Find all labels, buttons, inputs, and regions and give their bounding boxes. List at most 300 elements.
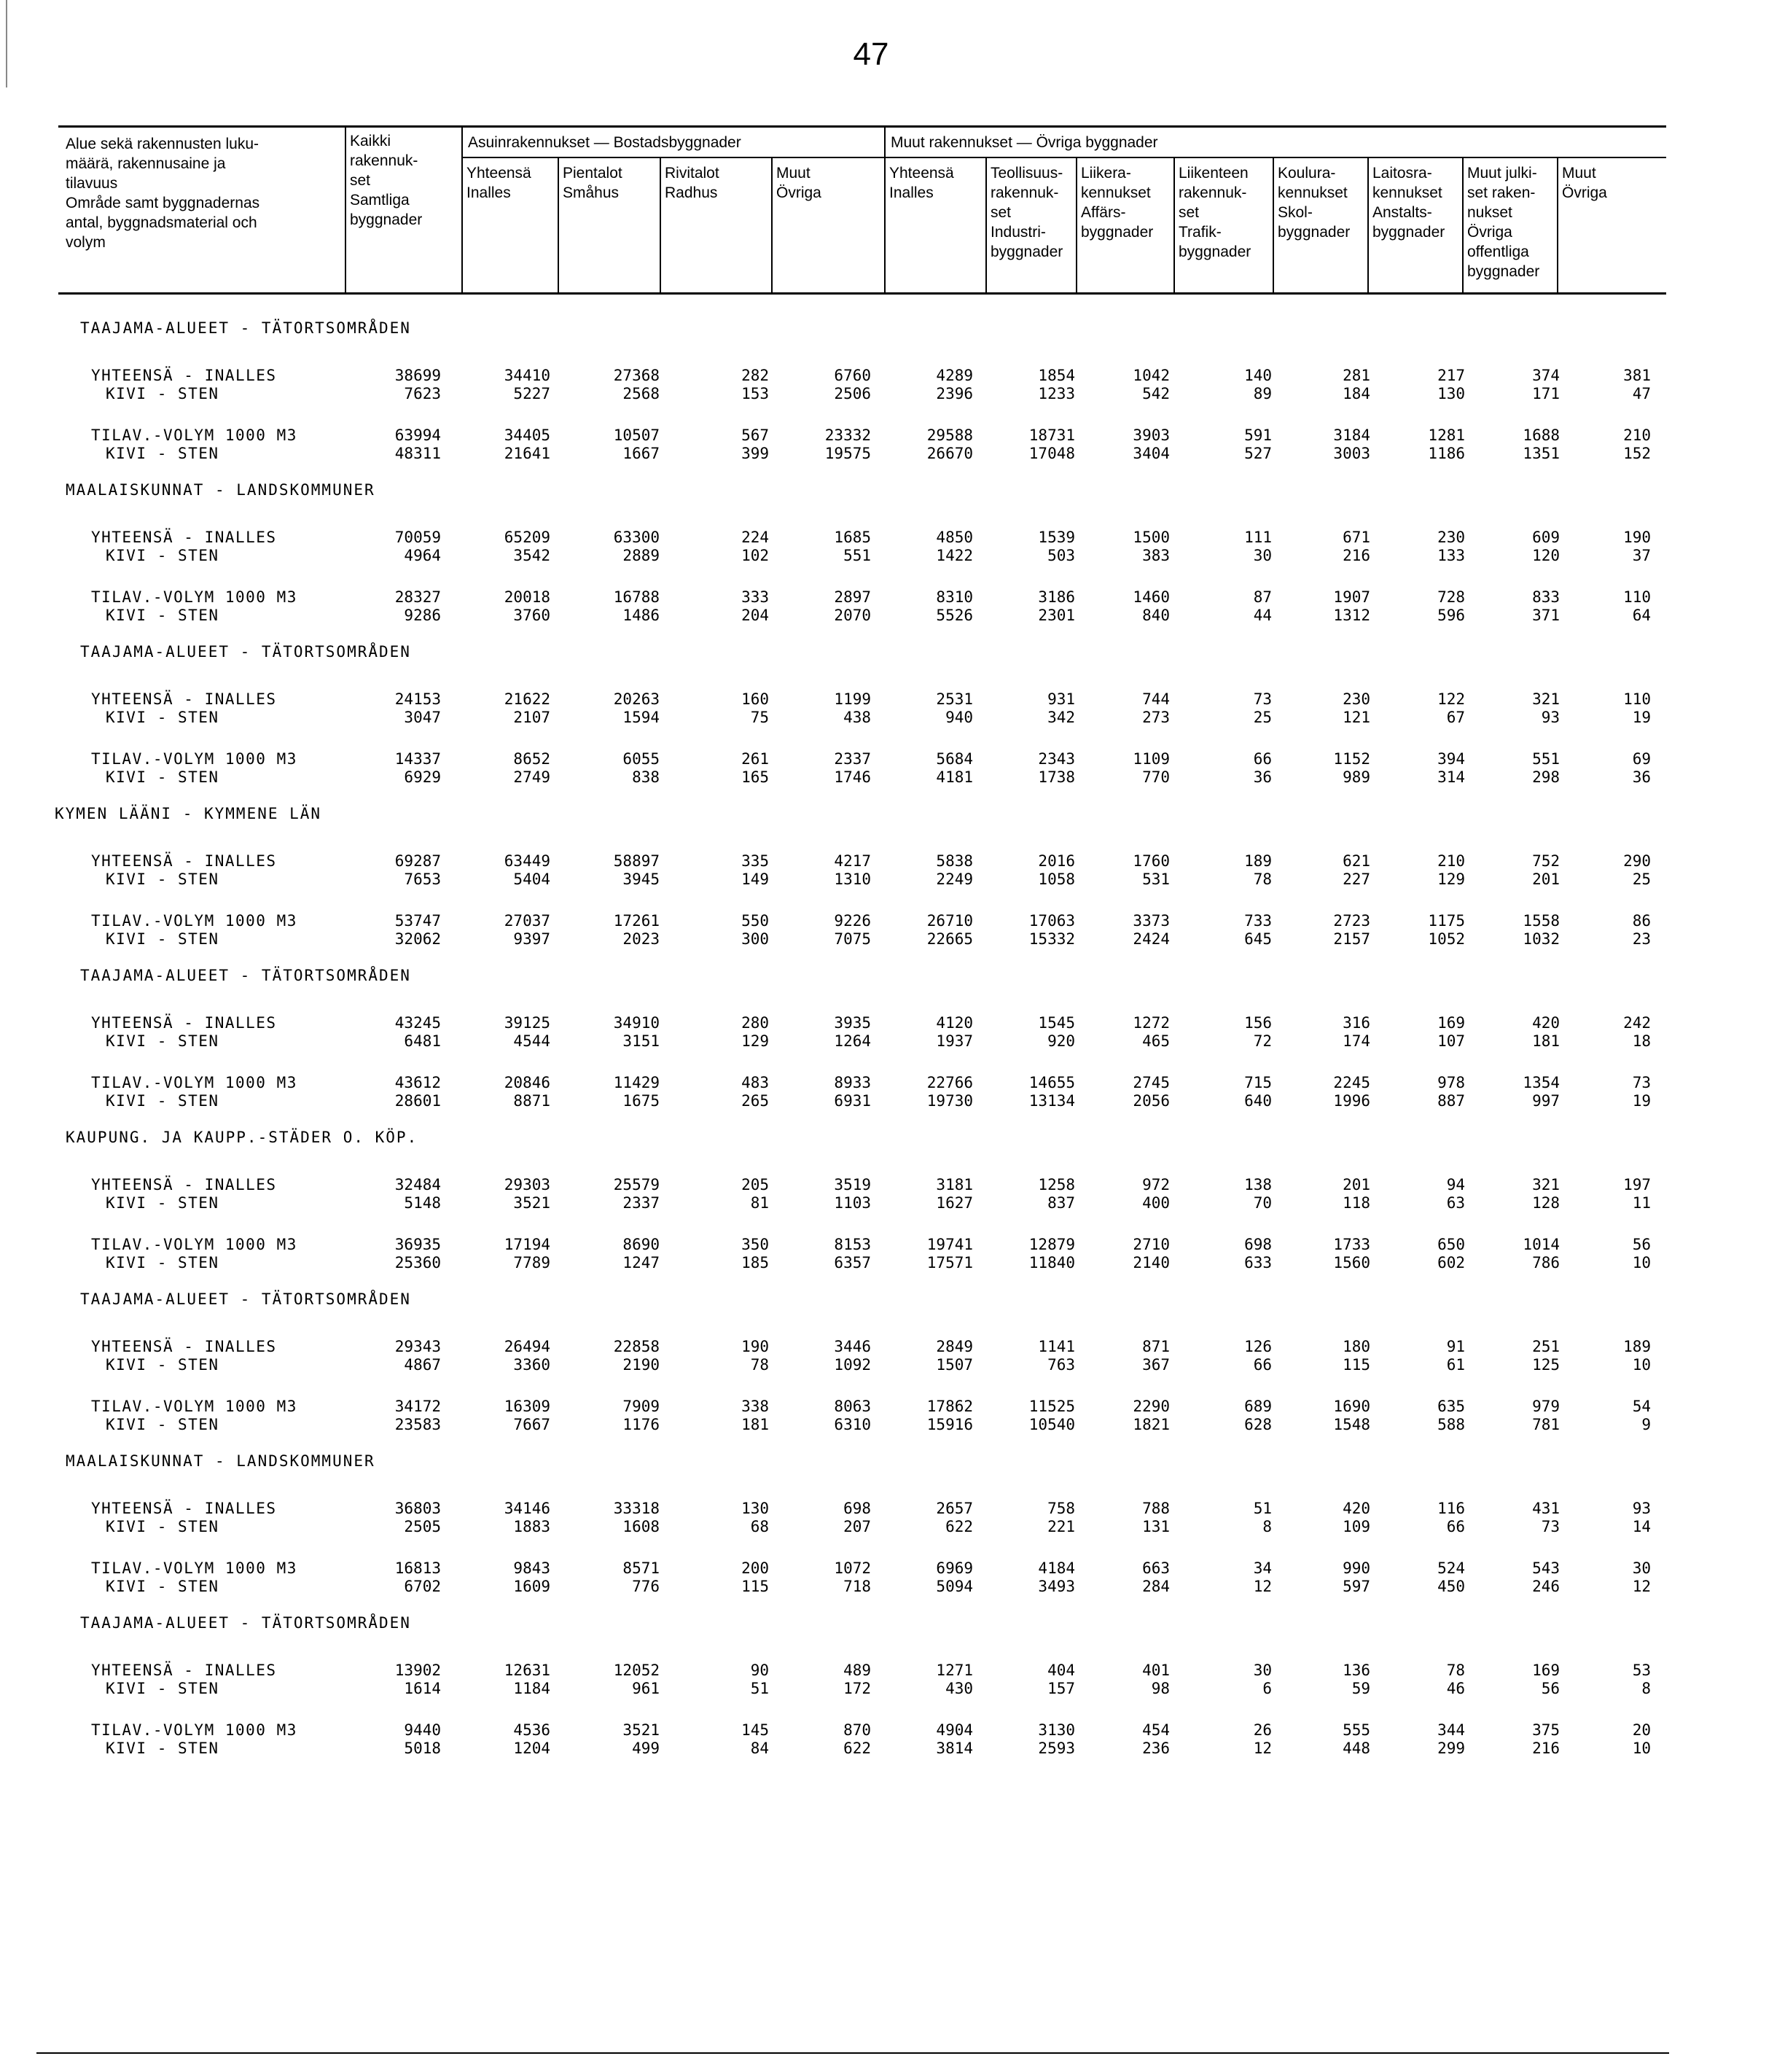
table-cell: 25360 — [394, 1254, 441, 1271]
table-cell: 1608 — [622, 1518, 660, 1535]
table-cell: 10507 — [613, 427, 660, 444]
table-cell: 54 — [1632, 1398, 1651, 1415]
table-cell: 1199 — [834, 690, 871, 708]
table-cell: 5526 — [936, 607, 973, 624]
table-cell: 3493 — [1038, 1578, 1075, 1595]
table-cell: 375 — [1532, 1721, 1560, 1739]
table-cell: 698 — [1244, 1236, 1272, 1253]
row-label: YHTEENSÄ - INALLES — [91, 1338, 277, 1355]
table-cell: 6481 — [404, 1032, 441, 1050]
section-title: MAALAISKUNNAT - LANDSKOMMUNER — [66, 481, 375, 499]
table-cell: 78 — [1253, 871, 1272, 888]
table-cell: 22766 — [926, 1074, 973, 1091]
table-cell: 34172 — [394, 1398, 441, 1415]
table-cell: 174 — [1343, 1032, 1370, 1050]
table-cell: 201 — [1532, 871, 1560, 888]
table-cell: 715 — [1244, 1074, 1272, 1091]
table-cell: 1460 — [1133, 588, 1170, 606]
header-group-other: Muut rakennukset — Övriga byggnader — [891, 134, 1158, 151]
table-cell: 1271 — [936, 1662, 973, 1679]
table-cell: 448 — [1343, 1740, 1370, 1757]
table-cell: 602 — [1437, 1254, 1465, 1271]
table-cell: 1996 — [1333, 1092, 1370, 1110]
table-cell: 597 — [1343, 1578, 1370, 1595]
table-cell: 4544 — [513, 1032, 550, 1050]
table-cell: 165 — [741, 768, 769, 786]
table-cell: 698 — [843, 1500, 871, 1517]
table-cell: 9843 — [513, 1559, 550, 1577]
table-cell: 399 — [741, 445, 769, 462]
bottom-rule — [36, 2052, 1669, 2054]
table-cell: 1247 — [622, 1254, 660, 1271]
table-cell: 989 — [1343, 768, 1370, 786]
header-stub: Alue sekä rakennusten luku- määrä, rakennusaine ja tilavuus Område samt byggnadernas antal, byggnadsmaterial och volym — [66, 136, 260, 251]
table-cell: 321 — [1532, 690, 1560, 708]
table-cell: 21622 — [504, 690, 550, 708]
table-cell: 1558 — [1523, 912, 1560, 930]
table-cell: 3446 — [834, 1338, 871, 1355]
table-cell: 1760 — [1133, 852, 1170, 870]
table-cell: 1883 — [513, 1518, 550, 1535]
table-cell: 689 — [1244, 1398, 1272, 1415]
table-cell: 2056 — [1133, 1092, 1170, 1110]
table-cell: 242 — [1623, 1014, 1651, 1032]
table-cell: 118 — [1343, 1194, 1370, 1212]
table-cell: 314 — [1437, 768, 1465, 786]
table-cell: 17063 — [1028, 912, 1075, 930]
table-cell: 63994 — [394, 427, 441, 444]
table-cell: 335 — [741, 852, 769, 870]
table-cell: 70059 — [394, 529, 441, 546]
table-cell: 33318 — [613, 1500, 660, 1517]
row-label: YHTEENSÄ - INALLES — [91, 1662, 277, 1679]
table-cell: 2301 — [1038, 607, 1075, 624]
table-cell: 2343 — [1038, 750, 1075, 768]
table-cell: 555 — [1343, 1721, 1370, 1739]
table-cell: 1103 — [834, 1194, 871, 1212]
table-cell: 205 — [741, 1176, 769, 1193]
table-cell: 438 — [843, 709, 871, 726]
table-cell: 19730 — [926, 1092, 973, 1110]
table-cell: 12879 — [1028, 1236, 1075, 1253]
table-cell: 3521 — [622, 1721, 660, 1739]
table-cell: 16309 — [504, 1398, 550, 1415]
table-cell: 160 — [741, 690, 769, 708]
table-cell: 16813 — [394, 1559, 441, 1577]
table-cell: 20018 — [504, 588, 550, 606]
table-cell: 1507 — [936, 1356, 973, 1374]
table-cell: 542 — [1142, 385, 1170, 402]
table-cell: 13134 — [1028, 1092, 1075, 1110]
table-cell: 1907 — [1333, 588, 1370, 606]
section-title: TAAJAMA-ALUEET - TÄTORTSOMRÅDEN — [80, 319, 411, 337]
table-cell: 404 — [1047, 1662, 1075, 1679]
table-cell: 1539 — [1038, 529, 1075, 546]
row-label: TILAV.-VOLYM 1000 M3 — [91, 1559, 297, 1577]
table-cell: 1310 — [834, 871, 871, 888]
table-cell: 527 — [1244, 445, 1272, 462]
table-cell: 374 — [1532, 367, 1560, 384]
table-cell: 7653 — [404, 871, 441, 888]
table-cell: 126 — [1244, 1338, 1272, 1355]
table-cell: 2023 — [622, 930, 660, 948]
table-cell: 18731 — [1028, 427, 1075, 444]
table-cell: 84 — [750, 1740, 769, 1757]
table-cell: 69 — [1632, 750, 1651, 768]
table-cell: 1176 — [622, 1416, 660, 1433]
table-cell: 190 — [1623, 529, 1651, 546]
table-cell: 30 — [1632, 1559, 1651, 1577]
table-cell: 1175 — [1428, 912, 1465, 930]
row-label: KIVI - STEN — [106, 1032, 219, 1050]
table-cell: 73 — [1253, 690, 1272, 708]
row-label: TILAV.-VOLYM 1000 M3 — [91, 427, 297, 444]
table-cell: 3521 — [513, 1194, 550, 1212]
table-cell: 635 — [1437, 1398, 1465, 1415]
table-cell: 171 — [1532, 385, 1560, 402]
table-cell: 596 — [1437, 607, 1465, 624]
table-cell: 78 — [1446, 1662, 1465, 1679]
table-cell: 299 — [1437, 1740, 1465, 1757]
table-cell: 3404 — [1133, 445, 1170, 462]
table-cell: 17571 — [926, 1254, 973, 1271]
table-cell: 72 — [1253, 1032, 1272, 1050]
table-cell: 2531 — [936, 690, 973, 708]
table-cell: 431 — [1532, 1500, 1560, 1517]
table-cell: 4850 — [936, 529, 973, 546]
table-cell: 17194 — [504, 1236, 550, 1253]
table-cell: 32484 — [394, 1176, 441, 1193]
table-cell: 156 — [1244, 1014, 1272, 1032]
table-cell: 758 — [1047, 1500, 1075, 1517]
table-cell: 450 — [1437, 1578, 1465, 1595]
table-cell: 210 — [1437, 852, 1465, 870]
table-cell: 465 — [1142, 1032, 1170, 1050]
table-cell: 46 — [1446, 1680, 1465, 1697]
table-cell: 157 — [1047, 1680, 1075, 1697]
table-cell: 3519 — [834, 1176, 871, 1193]
row-label: TILAV.-VOLYM 1000 M3 — [91, 588, 297, 606]
table-cell: 1675 — [622, 1092, 660, 1110]
table-cell: 763 — [1047, 1356, 1075, 1374]
table-cell: 1821 — [1133, 1416, 1170, 1433]
table-cell: 6969 — [936, 1559, 973, 1577]
table-cell: 36 — [1632, 768, 1651, 786]
table-cell: 3373 — [1133, 912, 1170, 930]
table-cell: 744 — [1142, 690, 1170, 708]
table-cell: 78 — [750, 1356, 769, 1374]
table-cell: 65209 — [504, 529, 550, 546]
table-cell: 718 — [843, 1578, 871, 1595]
table-cell: 5838 — [936, 852, 973, 870]
table-cell: 2505 — [404, 1518, 441, 1535]
table-cell: 591 — [1244, 427, 1272, 444]
table-cell: 2190 — [622, 1356, 660, 1374]
table-cell: 2568 — [622, 385, 660, 402]
table-cell: 64 — [1632, 607, 1651, 624]
row-label: TILAV.-VOLYM 1000 M3 — [91, 1236, 297, 1253]
table-cell: 38699 — [394, 367, 441, 384]
table-cell: 786 — [1532, 1254, 1560, 1271]
row-label: YHTEENSÄ - INALLES — [91, 1500, 277, 1517]
row-label: TILAV.-VOLYM 1000 M3 — [91, 1398, 297, 1415]
table-cell: 3003 — [1333, 445, 1370, 462]
table-cell: 1422 — [936, 547, 973, 564]
table-cell: 25 — [1632, 871, 1651, 888]
table-cell: 10 — [1632, 1254, 1651, 1271]
table-cell: 4181 — [936, 768, 973, 786]
row-label: KIVI - STEN — [106, 1356, 219, 1374]
table-cell: 81 — [750, 1194, 769, 1212]
table-cell: 10 — [1632, 1740, 1651, 1757]
table-cell: 149 — [741, 871, 769, 888]
table-cell: 6055 — [622, 750, 660, 768]
table-cell: 11840 — [1028, 1254, 1075, 1271]
table-cell: 200 — [741, 1559, 769, 1577]
table-cell: 280 — [741, 1014, 769, 1032]
table-cell: 7667 — [513, 1416, 550, 1433]
table-cell: 24153 — [394, 690, 441, 708]
table-cell: 1351 — [1523, 445, 1560, 462]
table-cell: 551 — [1532, 750, 1560, 768]
table-cell: 1627 — [936, 1194, 973, 1212]
table-cell: 120 — [1532, 547, 1560, 564]
table-cell: 9286 — [404, 607, 441, 624]
table-cell: 733 — [1244, 912, 1272, 930]
table-cell: 1184 — [513, 1680, 550, 1697]
table-cell: 22858 — [613, 1338, 660, 1355]
table-cell: 89 — [1253, 385, 1272, 402]
table-cell: 609 — [1532, 529, 1560, 546]
table-cell: 871 — [1142, 1338, 1170, 1355]
table-cell: 14 — [1632, 1518, 1651, 1535]
table-cell: 8571 — [622, 1559, 660, 1577]
table-cell: 622 — [945, 1518, 973, 1535]
table-cell: 169 — [1437, 1014, 1465, 1032]
table-cell: 990 — [1343, 1559, 1370, 1577]
table-cell: 1854 — [1038, 367, 1075, 384]
table-cell: 367 — [1142, 1356, 1170, 1374]
table-cell: 1014 — [1523, 1236, 1560, 1253]
table-cell: 130 — [741, 1500, 769, 1517]
table-cell: 53 — [1632, 1662, 1651, 1679]
table-cell: 2290 — [1133, 1398, 1170, 1415]
table-cell: 4904 — [936, 1721, 973, 1739]
table-cell: 3360 — [513, 1356, 550, 1374]
table-cell: 2749 — [513, 768, 550, 786]
table-cell: 34405 — [504, 427, 550, 444]
table-cell: 8 — [1262, 1518, 1272, 1535]
table-cell: 20 — [1632, 1721, 1651, 1739]
table-cell: 4217 — [834, 852, 871, 870]
table-cell: 11525 — [1028, 1398, 1075, 1415]
table-cell: 48311 — [394, 445, 441, 462]
table-cell: 3130 — [1038, 1721, 1075, 1739]
table-cell: 90 — [750, 1662, 769, 1679]
table-cell: 28327 — [394, 588, 441, 606]
table-cell: 217 — [1437, 367, 1465, 384]
table-cell: 10540 — [1028, 1416, 1075, 1433]
row-label: KIVI - STEN — [106, 1740, 219, 1757]
table-cell: 14655 — [1028, 1074, 1075, 1091]
table-cell: 1594 — [622, 709, 660, 726]
row-label: KIVI - STEN — [106, 607, 219, 624]
table-cell: 2657 — [936, 1500, 973, 1517]
table-cell: 2889 — [622, 547, 660, 564]
table-cell: 838 — [632, 768, 660, 786]
table-cell: 22665 — [926, 930, 973, 948]
table-cell: 1560 — [1333, 1254, 1370, 1271]
table-cell: 26710 — [926, 912, 973, 930]
table-cell: 671 — [1343, 529, 1370, 546]
table-cell: 4120 — [936, 1014, 973, 1032]
table-cell: 1058 — [1038, 871, 1075, 888]
table-cell: 56 — [1541, 1680, 1560, 1697]
table-cell: 645 — [1244, 930, 1272, 948]
table-cell: 152 — [1623, 445, 1651, 462]
header-total: Kaikki rakennuk- set Samtliga byggnader — [350, 133, 423, 228]
table-cell: 216 — [1343, 547, 1370, 564]
row-label: KIVI - STEN — [106, 385, 219, 402]
table-cell: 622 — [843, 1740, 871, 1757]
table-cell: 5094 — [936, 1578, 973, 1595]
table-cell: 68 — [750, 1518, 769, 1535]
header-col-oth-other: Muut Övriga — [1562, 165, 1607, 201]
table-cell: 381 — [1623, 367, 1651, 384]
table-cell: 1092 — [834, 1356, 871, 1374]
table-cell: 628 — [1244, 1416, 1272, 1433]
table-cell: 961 — [632, 1680, 660, 1697]
table-cell: 940 — [945, 709, 973, 726]
table-cell: 640 — [1244, 1092, 1272, 1110]
table-cell: 5684 — [936, 750, 973, 768]
row-label: KIVI - STEN — [106, 871, 219, 888]
table-cell: 3814 — [936, 1740, 973, 1757]
table-cell: 4867 — [404, 1356, 441, 1374]
table-cell: 3935 — [834, 1014, 871, 1032]
row-label: KIVI - STEN — [106, 1680, 219, 1697]
table-cell: 621 — [1343, 852, 1370, 870]
table-cell: 86 — [1632, 912, 1651, 930]
table-cell: 4184 — [1038, 1559, 1075, 1577]
table-cell: 10 — [1632, 1356, 1651, 1374]
table-cell: 197 — [1623, 1176, 1651, 1193]
table-cell: 30 — [1253, 1662, 1272, 1679]
table-cell: 8933 — [834, 1074, 871, 1091]
table-cell: 36 — [1253, 768, 1272, 786]
table-cell: 1738 — [1038, 768, 1075, 786]
row-label: YHTEENSÄ - INALLES — [91, 852, 277, 870]
table-cell: 531 — [1142, 871, 1170, 888]
header-col-industrial: Teollisuus- rakennuk- set Industri- byggnader — [991, 165, 1063, 260]
table-cell: 430 — [945, 1680, 973, 1697]
table-cell: 6760 — [834, 367, 871, 384]
table-cell: 93 — [1541, 709, 1560, 726]
table-cell: 1072 — [834, 1559, 871, 1577]
table-cell: 342 — [1047, 709, 1075, 726]
section-title: MAALAISKUNNAT - LANDSKOMMUNER — [66, 1452, 375, 1470]
table-cell: 3047 — [404, 709, 441, 726]
table-cell: 1312 — [1333, 607, 1370, 624]
table-cell: 333 — [741, 588, 769, 606]
section-title: TAAJAMA-ALUEET - TÄTORTSOMRÅDEN — [80, 643, 411, 661]
table-cell: 394 — [1437, 750, 1465, 768]
table-cell: 3903 — [1133, 427, 1170, 444]
table-cell: 2070 — [834, 607, 871, 624]
section-title: TAAJAMA-ALUEET - TÄTORTSOMRÅDEN — [80, 1290, 411, 1308]
header-col-oth-total: Yhteensä Inalles — [889, 165, 954, 201]
table-cell: 9397 — [513, 930, 550, 948]
table-cell: 4289 — [936, 367, 973, 384]
table-cell: 36935 — [394, 1236, 441, 1253]
table-cell: 290 — [1623, 852, 1651, 870]
table-cell: 26 — [1253, 1721, 1272, 1739]
header-group-residential: Asuinrakennukset — Bostadsbyggnader — [468, 134, 741, 151]
table-cell: 91 — [1446, 1338, 1465, 1355]
table-cell: 21641 — [504, 445, 550, 462]
table-cell: 2849 — [936, 1338, 973, 1355]
table-cell: 115 — [741, 1578, 769, 1595]
table-cell: 8310 — [936, 588, 973, 606]
row-label: KIVI - STEN — [106, 1416, 219, 1433]
table-cell: 34410 — [504, 367, 550, 384]
table-cell: 133 — [1437, 547, 1465, 564]
table-cell: 997 — [1532, 1092, 1560, 1110]
table-cell: 1746 — [834, 768, 871, 786]
table-cell: 1500 — [1133, 529, 1170, 546]
table-cell: 230 — [1437, 529, 1465, 546]
table-cell: 221 — [1047, 1518, 1075, 1535]
row-label: TILAV.-VOLYM 1000 M3 — [91, 1721, 297, 1739]
row-label: KIVI - STEN — [106, 709, 219, 726]
table-cell: 230 — [1343, 690, 1370, 708]
table-cell: 26670 — [926, 445, 973, 462]
table-cell: 29303 — [504, 1176, 550, 1193]
table-cell: 870 — [843, 1721, 871, 1739]
table-cell: 1354 — [1523, 1074, 1560, 1091]
table-cell: 338 — [741, 1398, 769, 1415]
header-col-commercial: Liikera- kennukset Affärs- byggnader — [1081, 165, 1154, 241]
table-cell: 29588 — [926, 427, 973, 444]
table-cell: 663 — [1142, 1559, 1170, 1577]
table-cell: 75 — [750, 709, 769, 726]
section-title: KYMEN LÄÄNI - KYMMENE LÄN — [55, 805, 322, 822]
table-cell: 4536 — [513, 1721, 550, 1739]
table-cell: 979 — [1532, 1398, 1560, 1415]
table-cell: 34146 — [504, 1500, 550, 1517]
header-col-detached: Pientalot Småhus — [563, 165, 622, 201]
table-cell: 5404 — [513, 871, 550, 888]
table-cell: 19575 — [824, 445, 871, 462]
row-label: KIVI - STEN — [106, 445, 219, 462]
table-cell: 2107 — [513, 709, 550, 726]
table-cell: 63449 — [504, 852, 550, 870]
table-cell: 1272 — [1133, 1014, 1170, 1032]
table-cell: 1109 — [1133, 750, 1170, 768]
table-cell: 3151 — [622, 1032, 660, 1050]
table-cell: 2249 — [936, 871, 973, 888]
table-cell: 11429 — [613, 1074, 660, 1091]
table-cell: 34 — [1253, 1559, 1272, 1577]
table-cell: 3760 — [513, 607, 550, 624]
table-cell: 3184 — [1333, 427, 1370, 444]
table-cell: 383 — [1142, 547, 1170, 564]
row-label: TILAV.-VOLYM 1000 M3 — [91, 750, 297, 768]
table-cell: 12052 — [613, 1662, 660, 1679]
table-cell: 454 — [1142, 1721, 1170, 1739]
table-cell: 1548 — [1333, 1416, 1370, 1433]
table-cell: 47 — [1632, 385, 1651, 402]
